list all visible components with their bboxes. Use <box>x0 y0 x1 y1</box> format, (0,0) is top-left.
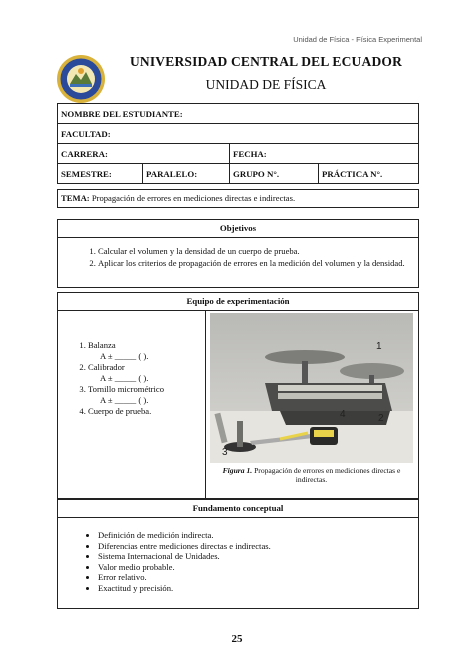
fundamento-section <box>57 499 419 609</box>
photo-label: 2 <box>378 413 384 424</box>
objetivos-title: Objetivos <box>58 220 418 238</box>
student-name-field[interactable]: NOMBRE DEL ESTUDIANTE: <box>58 104 419 124</box>
list-item <box>88 340 205 362</box>
objetivos-section <box>57 219 419 288</box>
figure-panel <box>206 310 418 498</box>
equipment-photo <box>210 313 413 463</box>
equipo-section <box>57 292 419 499</box>
list-item: • Diferencias entre mediciones directas e indirectas. <box>98 541 418 552</box>
unit-name: UNIDAD DE FÍSICA <box>205 77 327 92</box>
university-name: UNIVERSIDAD CENTRAL DEL ECUADOR <box>129 54 403 69</box>
semester-field[interactable]: SEMESTRE: <box>58 164 143 184</box>
fundamento-title: Fundamento conceptual <box>58 500 418 518</box>
student-info-table <box>57 103 419 184</box>
tema-text: Propagación de errores en mediciones directas e indirectas. <box>91 193 296 203</box>
photo-label: 3 <box>222 447 228 458</box>
date-field[interactable]: FECHA: <box>230 144 419 164</box>
photo-label: 1 <box>376 341 382 352</box>
list-item: • Exactitud y precisión. <box>98 583 418 594</box>
equipment-accuracy: A ± _____ ( ). <box>100 351 149 361</box>
list-item: 1. Calcular el volumen y la densidad de un cuerpo de prueba. <box>98 246 418 257</box>
fundamento-list <box>58 530 418 594</box>
equipment-name: Tornillo micrométrico <box>88 384 165 394</box>
tema-label: TEMA: <box>61 193 90 203</box>
equipment-name: Calibrador <box>88 362 125 372</box>
caption-label: Figura 1. <box>222 466 253 475</box>
group-field[interactable]: GRUPO N°. <box>230 164 319 184</box>
list-item: • Valor medio probable. <box>98 562 418 573</box>
caption-text: Propagación de errores en mediciones directas e indirectas. <box>254 466 401 484</box>
tema-box <box>57 189 419 208</box>
equipment-accuracy: A ± _____ ( ). <box>100 373 149 383</box>
list-item <box>88 406 205 417</box>
equipment-list <box>58 340 205 417</box>
equipment-name: Balanza <box>88 340 116 350</box>
list-item: 2. Aplicar los criterios de propagación de errores en la medición del volumen y la densidad. <box>98 258 418 269</box>
equipment-list-panel <box>58 310 206 498</box>
list-item: • Error relativo. <box>98 572 418 583</box>
running-header: Unidad de Física - Física Experimental <box>293 35 422 44</box>
faculty-field[interactable]: FACULTAD: <box>58 124 419 144</box>
list-item: • Sistema Internacional de Unidades. <box>98 551 418 562</box>
page-number: 25 <box>231 633 243 645</box>
objetivos-list <box>58 246 418 268</box>
parallel-field[interactable]: PARALELO: <box>143 164 230 184</box>
equipo-title: Equipo de experimentación <box>58 293 418 311</box>
list-item <box>88 384 205 406</box>
photo-label: 4 <box>340 409 346 420</box>
practice-field[interactable]: PRÁCTICA N°. <box>319 164 419 184</box>
equipment-accuracy: A ± _____ ( ). <box>100 395 149 405</box>
list-item <box>88 362 205 384</box>
university-seal-icon <box>56 54 106 104</box>
figure-caption <box>210 466 413 484</box>
career-field[interactable]: CARRERA: <box>58 144 230 164</box>
list-item: • Definición de medición indirecta. <box>98 530 418 541</box>
equipment-name: Cuerpo de prueba. <box>88 406 152 416</box>
